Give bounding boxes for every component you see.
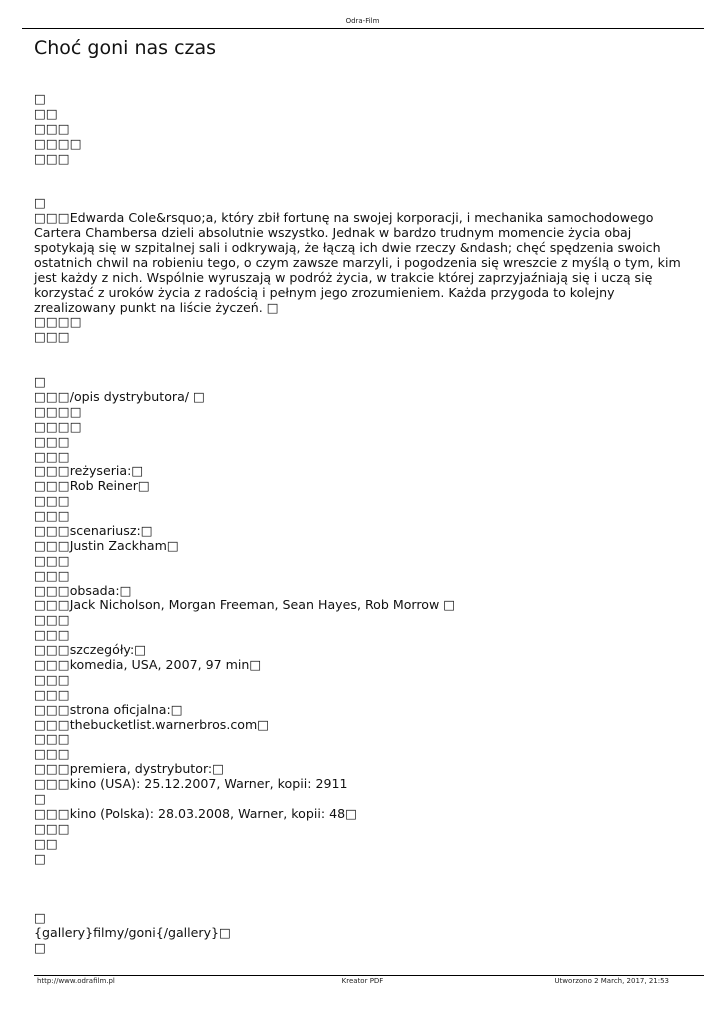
header-site-name: Odra-Film [345,17,380,25]
detail-line: □□□ [34,567,70,583]
page-title: Choć goni nas czas [34,37,217,59]
detail-line: □ [34,374,46,390]
block-a [34,92,694,166]
detail-line: □□□ [34,820,70,836]
detail-line: □□□ [34,508,70,524]
detail-line: □□□ [34,746,70,762]
footer-divider [34,975,704,976]
premiere-label: □□□premiera, dystrybutor:□ [34,761,225,777]
premiere-poland: □□□kino (Polska): 28.03.2008, Warner, kopii: 48□ [34,805,358,821]
detail-line: □□□ [34,612,70,628]
text-line: □□□□ [34,314,82,330]
article-body [34,92,694,956]
footer-url: http://www.odrafilm.pl [37,977,115,985]
director-label: □□□reżyseria:□ [34,463,144,479]
text-line: □ [34,91,46,106]
details-label: □□□szczegóły:□ [34,642,147,658]
detail-line: □□□ [34,686,70,702]
cast-value: □□□Jack Nicholson, Morgan Freeman, Sean Hayes, Rob Morrow □ [34,597,456,613]
footer-generator: Kreator PDF [341,977,384,985]
website-label: □□□strona oficjalna:□ [34,701,183,717]
gallery-tag: {gallery}filmy/goni{/gallery}□ [34,925,231,941]
footer-created: Utworzono 2 March, 2017, 21:53 [554,977,669,985]
detail-line: □□□ [34,433,70,449]
premiere-usa: □□□kino (USA): 25.12.2007, Warner, kopii: 2911 [34,776,348,792]
detail-line: □□□ [34,552,70,568]
detail-line: □□□ [34,671,70,687]
text-line: □□□ [34,329,70,345]
detail-line: □□□□ [34,403,82,419]
block-gallery [34,911,694,956]
detail-line: □ [34,850,46,866]
description-paragraph: □□□Edwarda Cole&rsquo;a, który zbił fortunę na swojej korporacji, i mechanika samochodowego Cartera Chambersa dzieli absolutnie wszystko. Jednak w bardzo trudnym momencie życia obaj spotykają się w szpitalnej sali i odkrywają, że łączą ich dwie rzeczy &ndash; chęć spędzenia swoich ostatnich chwil na robieniu tego, o czym zawsze marzyli, i pogodzenia się wreszcie z myślą o tym, kim jest każdy z nich. Wspólnie wyruszają w podróż życia, w trakcie której zaprzyjaźniają się i uczą się korzystać z uroków życia z radością i pełnym jego zrozumieniem. Każda przygoda to kolejny zrealizowany punkt na liście życzeń. □ [34,210,681,315]
spacer [34,166,694,196]
detail-line: □□ [34,835,58,851]
detail-line: □□□ [34,493,70,509]
text-line: □ [34,195,46,211]
detail-line: □ [34,791,46,806]
screenplay-label: □□□scenariusz:□ [34,522,153,538]
screenplay-value: □□□Justin Zackham□ [34,537,179,553]
cast-label: □□□obsada:□ [34,582,132,598]
text-line: □ [34,910,46,926]
detail-line: □□□ [34,627,70,643]
header-divider [22,28,704,29]
text-line: □□□ [34,150,70,166]
detail-line: □□□□ [34,418,82,434]
block-details [34,375,694,866]
block-description [34,196,694,345]
text-line: □□ [34,105,58,121]
details-value: □□□komedia, USA, 2007, 97 min□ [34,656,262,672]
detail-line: □□□ [34,731,70,747]
text-line: □□□□ [34,135,82,151]
website-value: □□□thebucketlist.warnerbros.com□ [34,716,270,732]
spacer [34,866,694,911]
director-value: □□□Rob Reiner□ [34,478,150,494]
text-line: □□□ [34,120,70,136]
text-line: □ [34,939,46,955]
detail-line: □□□ [34,448,70,464]
spacer [34,345,694,375]
detail-line: □□□/opis dystrybutora/ □ [34,388,205,404]
